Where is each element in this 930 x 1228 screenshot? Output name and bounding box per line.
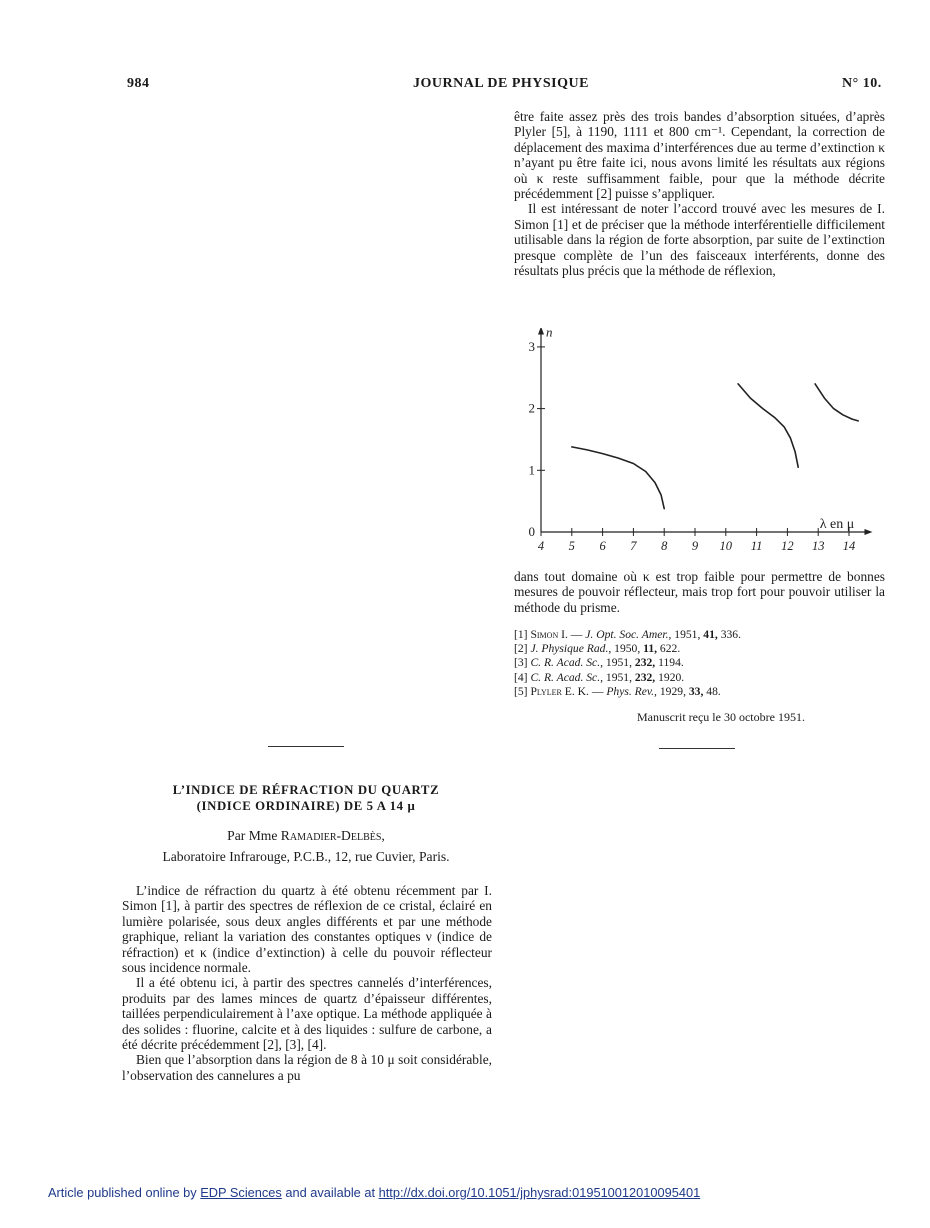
- x-tick-label: 12: [781, 539, 794, 553]
- x-tick-label: 14: [842, 539, 856, 553]
- footer-prefix: Article published online by: [48, 1185, 197, 1200]
- article-author: [120, 828, 492, 844]
- series-line: [738, 384, 798, 467]
- series-line: [815, 384, 858, 421]
- references-list: [514, 628, 885, 699]
- y-tick-label: 0: [528, 524, 535, 539]
- x-tick-label: 9: [691, 539, 699, 553]
- publisher-link[interactable]: EDP Sciences: [200, 1185, 282, 1200]
- x-tick-label: 4: [537, 539, 545, 553]
- reference-item: [2] J. Physique Rad., 1950, 11, 622.: [514, 642, 681, 656]
- reference-item: [3] C. R. Acad. Sc., 1951, 232, 1194.: [514, 656, 684, 670]
- right-column-bottom: [514, 569, 885, 615]
- right-paragraph-2: Il est intéressant de noter l’accord trouvé avec les mesures de I. Simon [1] et de préciser que la méthode interférentielle difficilement utilisable dans la région de forte absorption, par suite de l’extinction presque complète de l’un des faisceaux interférents, donne des résultats plus précis que la méthode de réflexion,: [514, 201, 885, 279]
- manuscript-note: Manuscrit reçu le 30 octobre 1951.: [637, 710, 805, 724]
- article-title-line-1: L’INDICE DE RÉFRACTION DU QUARTZ: [172, 783, 440, 797]
- page-number: 984: [127, 76, 150, 91]
- right-paragraph-3: dans tout domaine où κ est trop faible pour permettre de bonnes mesures de pouvoir réflecteur, mais trop fort pour pouvoir utiliser la méthode du prisme.: [514, 569, 885, 615]
- article-paragraph-2: Il a été obtenu ici, à partir des spectres cannelés d’interférences, produits par des lames minces de quartz d’épaisseur différentes, taillées perpendiculairement à l’axe optique. La méthode appliquée à des solides : fluorine, calcite et à des liquides : sulfure de carbone, a été décrite précédemment [2], [3], [4].: [122, 975, 492, 1053]
- author-affiliation: Laboratoire Infrarouge, P.C.B., 12, rue Cuvier, Paris.: [162, 849, 450, 864]
- doi-link[interactable]: http://dx.doi.org/10.1051/jphysrad:019510012010095401: [378, 1185, 701, 1200]
- author-name: Ramadier-Delbès,: [280, 828, 385, 843]
- journal-title: JOURNAL DE PHYSIQUE: [413, 76, 589, 91]
- refractive-index-chart: [510, 328, 890, 558]
- x-tick-label: 5: [568, 539, 575, 553]
- left-divider: [268, 746, 344, 747]
- right-paragraph-1: être faite assez près des trois bandes d’absorption situées, d’après Plyler [5], à 1190, 1111 et 800 cm⁻¹. Cependant, la correction de déplacement des maxima d’interférences due au terme d’extinction κ n’ayant pu être faite ici, nous avons limité les résultats aux régions où κ reste suffisamment faible, pour que la méthode décrite précédemment [2] puisse s’appliquer.: [514, 109, 885, 202]
- y-tick-label: 1: [528, 462, 535, 478]
- x-tick-label: 10: [719, 539, 733, 553]
- y-tick-label: 3: [528, 338, 535, 354]
- reference-item: [4] C. R. Acad. Sc., 1951, 232, 1920.: [514, 670, 685, 684]
- x-tick-label: 7: [630, 539, 637, 553]
- left-column-body: [122, 883, 492, 1083]
- x-tick-label: 6: [599, 539, 606, 553]
- series-line: [572, 447, 664, 509]
- footer-middle: and available at: [285, 1185, 376, 1200]
- y-axis-label: n: [546, 328, 553, 340]
- issue-number: N° 10.: [842, 76, 882, 91]
- publication-footer: [48, 1185, 700, 1200]
- article-paragraph-3: Bien que l’absorption dans la région de 8 à 10 μ soit considérable, l’observation des cannelures a pu: [122, 1052, 492, 1083]
- x-tick-label: 8: [661, 539, 668, 553]
- article-paragraph-1: L’indice de réfraction du quartz à été obtenu récemment par I. Simon [1], à partir des spectres de réflexion de ce cristal, éclairé en lumière polarisée, sous deux angles différents et par une méthode graphique, reliant la variation des constantes optiques ν (indice de réfraction) et κ (indice d’extinction) à celle du pouvoir réflecteur sous incidence normale.: [122, 883, 492, 976]
- article-title: [120, 782, 492, 814]
- reference-item: [5] Plyler E. K. — Phys. Rev., 1929, 33, 48.: [514, 684, 721, 698]
- right-column-top: [514, 109, 885, 278]
- right-divider: [659, 748, 735, 749]
- x-axis-label: λ en μ: [819, 517, 855, 532]
- y-axis-arrow: [538, 328, 544, 334]
- x-tick-label: 13: [811, 539, 825, 553]
- y-tick-label: 2: [528, 400, 535, 416]
- x-axis-arrow: [864, 529, 872, 535]
- reference-item: [1] Simon I. — J. Opt. Soc. Amer., 1951, 41, 336.: [514, 628, 741, 641]
- author-prefix: Par Mme: [227, 828, 278, 843]
- article-title-line-2: (INDICE ORDINAIRE) DE 5 A 14 μ: [196, 799, 416, 813]
- x-tick-label: 11: [750, 539, 763, 553]
